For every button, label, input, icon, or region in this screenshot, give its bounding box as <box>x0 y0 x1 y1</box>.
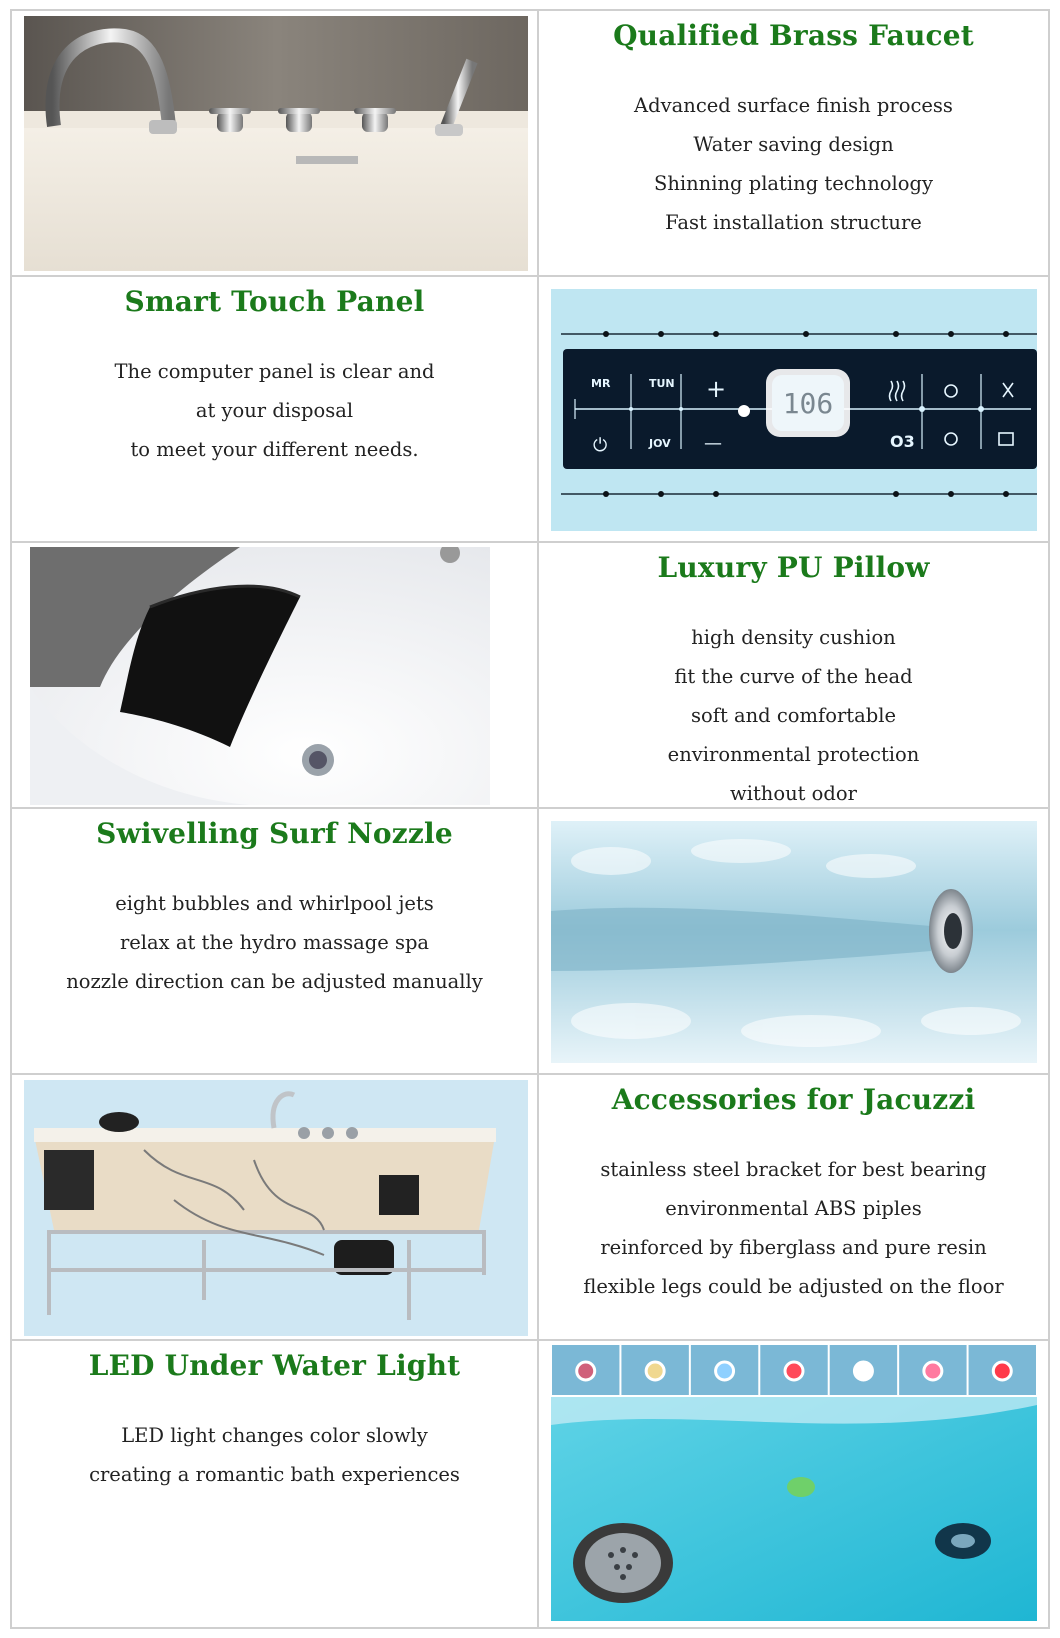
section-title: Qualified Brass Faucet <box>613 19 974 52</box>
tub-frame-photo <box>24 1080 528 1336</box>
faucet-text-cell <box>539 11 1048 275</box>
feature-line: without odor <box>730 782 857 805</box>
feature-line: Water saving design <box>693 133 894 156</box>
product-feature-sheet <box>10 9 1050 1629</box>
led-light-glow <box>716 1362 734 1380</box>
pillow-photo <box>30 547 490 805</box>
feature-line: environmental ABS piples <box>665 1197 922 1220</box>
feature-line: LED light changes color slowly <box>121 1424 428 1447</box>
feature-line: nozzle direction can be adjusted manually <box>66 970 483 993</box>
section-title: Smart Touch Panel <box>124 285 425 318</box>
touch-panel-text-cell <box>12 277 539 541</box>
faucet-image-cell <box>12 11 539 275</box>
section-surf-nozzle <box>12 809 1048 1075</box>
accessories-text-cell <box>539 1075 1048 1339</box>
feature-line: environmental protection <box>667 743 920 766</box>
feature-line: Advanced surface finish process <box>634 94 953 117</box>
pillow-image-cell <box>12 543 539 807</box>
led-light-glow <box>924 1362 942 1380</box>
panel-mode-label: MR <box>591 377 611 390</box>
feature-line: relax at the hydro massage spa <box>119 931 430 954</box>
panel-ozone-label: O3 <box>890 432 915 451</box>
feature-list <box>12 352 537 469</box>
nozzle-photo <box>551 821 1037 1063</box>
feature-line: reinforced by fiberglass and pure resin <box>600 1236 987 1259</box>
led-light-glow <box>646 1362 664 1380</box>
panel-jov-label: JOV <box>649 437 671 450</box>
faucet-photo <box>24 16 528 271</box>
nozzle-text-cell <box>12 809 539 1073</box>
feature-list <box>539 618 1048 807</box>
led-light-glow <box>854 1362 872 1380</box>
feature-line: eight bubbles and whirlpool jets <box>115 892 434 915</box>
panel-display-digits: 106 <box>782 387 834 420</box>
power-icon: ⏻ <box>593 435 608 456</box>
section-title: Luxury PU Pillow <box>657 551 930 584</box>
led-image-cell <box>539 1341 1048 1627</box>
feature-list <box>12 884 537 1001</box>
feature-line: to meet your different needs. <box>130 438 419 461</box>
feature-line: at your disposal <box>195 399 354 422</box>
led-text-cell <box>12 1341 539 1627</box>
panel-tune-label: TUN <box>649 377 675 390</box>
section-title: LED Under Water Light <box>88 1349 461 1382</box>
section-brass-faucet <box>12 11 1048 277</box>
feature-line: fit the curve of the head <box>674 665 913 688</box>
led-color-swatches <box>552 1345 1036 1395</box>
feature-list <box>539 1150 1048 1306</box>
pillow-text-cell <box>539 543 1048 807</box>
section-led-light <box>12 1341 1048 1627</box>
led-light-glow <box>577 1362 595 1380</box>
feature-line: Fast installation structure <box>665 211 922 234</box>
section-title: Accessories for Jacuzzi <box>611 1083 976 1116</box>
section-title: Swivelling Surf Nozzle <box>96 817 453 850</box>
feature-line: flexible legs could be adjusted on the floor <box>583 1275 1004 1298</box>
section-touch-panel <box>12 277 1048 543</box>
feature-list <box>539 86 1048 242</box>
touch-panel-image-cell <box>539 277 1048 541</box>
section-pu-pillow <box>12 543 1048 809</box>
section-accessories <box>12 1075 1048 1341</box>
feature-line: stainless steel bracket for best bearing <box>600 1158 987 1181</box>
feature-line: high density cushion <box>691 626 896 649</box>
feature-line: creating a romantic bath experiences <box>89 1463 460 1486</box>
feature-line: soft and comfortable <box>690 704 897 727</box>
nozzle-image-cell <box>539 809 1048 1073</box>
touch-panel-photo <box>551 289 1037 531</box>
feature-line: Shinning plating technology <box>653 172 934 195</box>
accessories-image-cell <box>12 1075 539 1339</box>
led-light-glow <box>993 1362 1011 1380</box>
plus-icon: + <box>706 375 727 403</box>
led-light-photo <box>551 1345 1037 1621</box>
led-light-glow <box>785 1362 803 1380</box>
feature-line: The computer panel is clear and <box>114 360 435 383</box>
feature-list <box>12 1416 537 1494</box>
minus-icon: — <box>704 433 722 454</box>
